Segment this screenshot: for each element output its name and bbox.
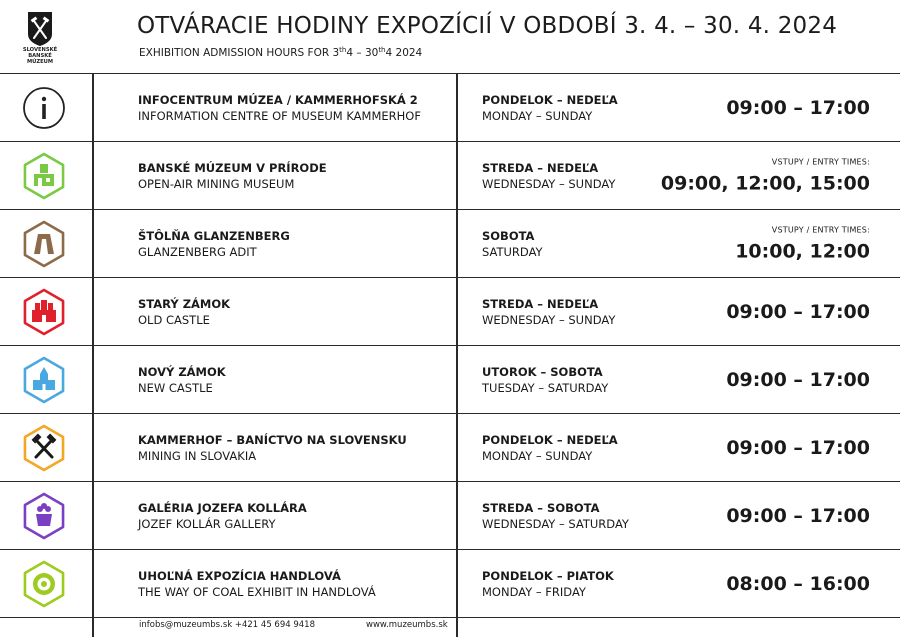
opening-days-sk: STREDA – SOBOTA xyxy=(482,500,600,515)
opening-days-en: SATURDAY xyxy=(482,244,543,259)
exhibition-name-sk: NOVÝ ZÁMOK xyxy=(138,364,226,379)
column-divider xyxy=(456,414,458,481)
subtitle-part: EXHIBITION ADMISSION HOURS FOR 3 xyxy=(139,47,340,59)
hours-value: 09:00 – 17:00 xyxy=(726,504,870,527)
logo-text-line: SLOVENSKÉ xyxy=(22,47,58,53)
exhibition-name xyxy=(138,568,376,600)
exhibition-name-sk: INFOCENTRUM MÚZEA / KAMMERHOFSKÁ 2 xyxy=(138,92,418,107)
column-divider xyxy=(92,414,94,481)
exhibition-name xyxy=(138,500,307,532)
new-castle-icon xyxy=(20,356,68,404)
table-row xyxy=(0,414,900,482)
table-row xyxy=(0,550,900,618)
page-title: OTVÁRACIE HODINY EXPOZÍCIÍ V OBDOBÍ 3. 4. – 30. 4. 2024 xyxy=(137,13,838,39)
exhibition-icon-cell xyxy=(0,550,92,617)
hours-value: 09:00 – 17:00 xyxy=(726,96,870,119)
column-divider xyxy=(92,278,94,345)
exhibition-name-en: OPEN-AIR MINING MUSEUM xyxy=(138,176,295,191)
exhibition-name xyxy=(138,296,230,328)
opening-days-en: MONDAY – SUNDAY xyxy=(482,448,593,463)
exhibition-name-sk: STARÝ ZÁMOK xyxy=(138,296,231,311)
exhibition-icon-cell xyxy=(0,74,92,141)
exhibition-icon-cell xyxy=(0,278,92,345)
opening-days-sk: STREDA – NEDEĽA xyxy=(482,160,599,175)
exhibition-name-sk: KAMMERHOF – BANÍCTVO NA SLOVENSKU xyxy=(138,432,407,447)
subtitle-superscript: th xyxy=(378,46,386,54)
exhibition-name-en: THE WAY OF COAL EXHIBIT IN HANDLOVÁ xyxy=(138,584,376,599)
contact-info: infobs@muzeumbs.sk +421 45 694 9418 xyxy=(139,620,315,630)
column-divider xyxy=(92,74,94,141)
opening-days xyxy=(482,92,618,124)
crossed-hammers-logo-icon xyxy=(25,12,55,46)
opening-days xyxy=(482,568,614,600)
subtitle-superscript: th xyxy=(339,46,347,54)
column-divider xyxy=(456,346,458,413)
column-divider xyxy=(456,482,458,549)
flower-vase-icon xyxy=(20,492,68,540)
exhibition-name-sk: ŠTÔLŇA GLANZENBERG xyxy=(138,228,290,243)
table-row xyxy=(0,210,900,278)
footer-divider xyxy=(92,618,94,637)
column-divider xyxy=(92,346,94,413)
exhibition-name-en: MINING IN SLOVAKIA xyxy=(138,448,257,463)
exhibition-name xyxy=(138,364,226,396)
subtitle-part: 4 2024 xyxy=(385,47,423,59)
opening-days-en: MONDAY – FRIDAY xyxy=(482,584,586,599)
exhibition-icon-cell xyxy=(0,346,92,413)
mining-tower-icon xyxy=(20,152,68,200)
exhibition-name-en: JOZEF KOLLÁR GALLERY xyxy=(138,516,276,531)
opening-days xyxy=(482,500,629,532)
footer xyxy=(0,618,900,637)
opening-days xyxy=(482,228,543,260)
table-row xyxy=(0,74,900,142)
page-subtitle xyxy=(139,46,422,59)
table-row xyxy=(0,142,900,210)
opening-days-sk: STREDA – NEDEĽA xyxy=(482,296,599,311)
exhibition-icon-cell xyxy=(0,414,92,481)
entry-times-label: VSTUPY / ENTRY TIMES: xyxy=(771,157,870,166)
subtitle-part: 4 – 30 xyxy=(346,47,379,59)
column-divider xyxy=(92,482,94,549)
hours-value: 09:00 – 17:00 xyxy=(726,368,870,391)
hammers-icon xyxy=(20,424,68,472)
exhibition-name-en: NEW CASTLE xyxy=(138,380,213,395)
website-link[interactable]: www.muzeumbs.sk xyxy=(366,620,448,630)
hours-value: 10:00, 12:00 xyxy=(735,240,870,262)
opening-days-en: MONDAY – SUNDAY xyxy=(482,108,593,123)
header xyxy=(0,0,900,74)
opening-days-en: WEDNESDAY – SATURDAY xyxy=(482,516,629,531)
coal-icon xyxy=(20,560,68,608)
hours-value: 09:00, 12:00, 15:00 xyxy=(660,172,870,194)
column-divider xyxy=(92,550,94,617)
opening-days-sk: UTOROK – SOBOTA xyxy=(482,364,603,379)
footer-divider xyxy=(456,618,458,637)
opening-days-en: WEDNESDAY – SUNDAY xyxy=(482,312,616,327)
exhibition-name xyxy=(138,160,327,192)
exhibition-icon-cell xyxy=(0,482,92,549)
logo-text-line: MÚZEUM xyxy=(26,59,54,65)
entry-times-label: VSTUPY / ENTRY TIMES: xyxy=(771,225,870,234)
adit-icon xyxy=(20,220,68,268)
exhibition-name-en: OLD CASTLE xyxy=(138,312,210,327)
exhibition-name-en: GLANZENBERG ADIT xyxy=(138,244,257,259)
opening-hours xyxy=(735,225,870,262)
column-divider xyxy=(92,210,94,277)
column-divider xyxy=(456,142,458,209)
exhibition-name-sk: BANSKÉ MÚZEUM V PRÍRODE xyxy=(138,160,327,175)
logo-text-line: BANSKÉ xyxy=(28,53,52,59)
hours-value: 08:00 – 16:00 xyxy=(726,572,870,595)
info-icon xyxy=(20,84,68,132)
column-divider xyxy=(92,142,94,209)
table-row xyxy=(0,278,900,346)
exhibition-icon-cell xyxy=(0,142,92,209)
column-divider xyxy=(456,278,458,345)
table-row xyxy=(0,482,900,550)
exhibition-name-sk: UHOĽNÁ EXPOZÍCIA HANDLOVÁ xyxy=(138,568,341,583)
opening-days-en: WEDNESDAY – SUNDAY xyxy=(482,176,616,191)
opening-days-en: TUESDAY – SATURDAY xyxy=(482,380,609,395)
museum-logo xyxy=(18,12,62,70)
exhibition-name xyxy=(138,432,407,464)
exhibition-name-sk: GALÉRIA JOZEFA KOLLÁRA xyxy=(138,500,307,515)
exhibition-name xyxy=(138,228,290,260)
opening-days-sk: PONDELOK – PIATOK xyxy=(482,568,614,583)
old-castle-icon xyxy=(20,288,68,336)
opening-hours xyxy=(661,157,870,194)
opening-days-sk: SOBOTA xyxy=(482,228,535,243)
opening-days xyxy=(482,160,615,192)
table-row xyxy=(0,346,900,414)
hours-value: 09:00 – 17:00 xyxy=(726,436,870,459)
opening-days-sk: PONDELOK – NEDEĽA xyxy=(482,432,618,447)
column-divider xyxy=(456,210,458,277)
column-divider xyxy=(456,74,458,141)
opening-days xyxy=(482,432,618,464)
hours-value: 09:00 – 17:00 xyxy=(726,300,870,323)
column-divider xyxy=(456,550,458,617)
opening-days xyxy=(482,364,608,396)
exhibition-name xyxy=(138,92,421,124)
exhibition-name-en: INFORMATION CENTRE OF MUSEUM KAMMERHOF xyxy=(138,108,421,123)
opening-days-sk: PONDELOK – NEDEĽA xyxy=(482,92,618,107)
opening-days xyxy=(482,296,615,328)
exhibition-icon-cell xyxy=(0,210,92,277)
